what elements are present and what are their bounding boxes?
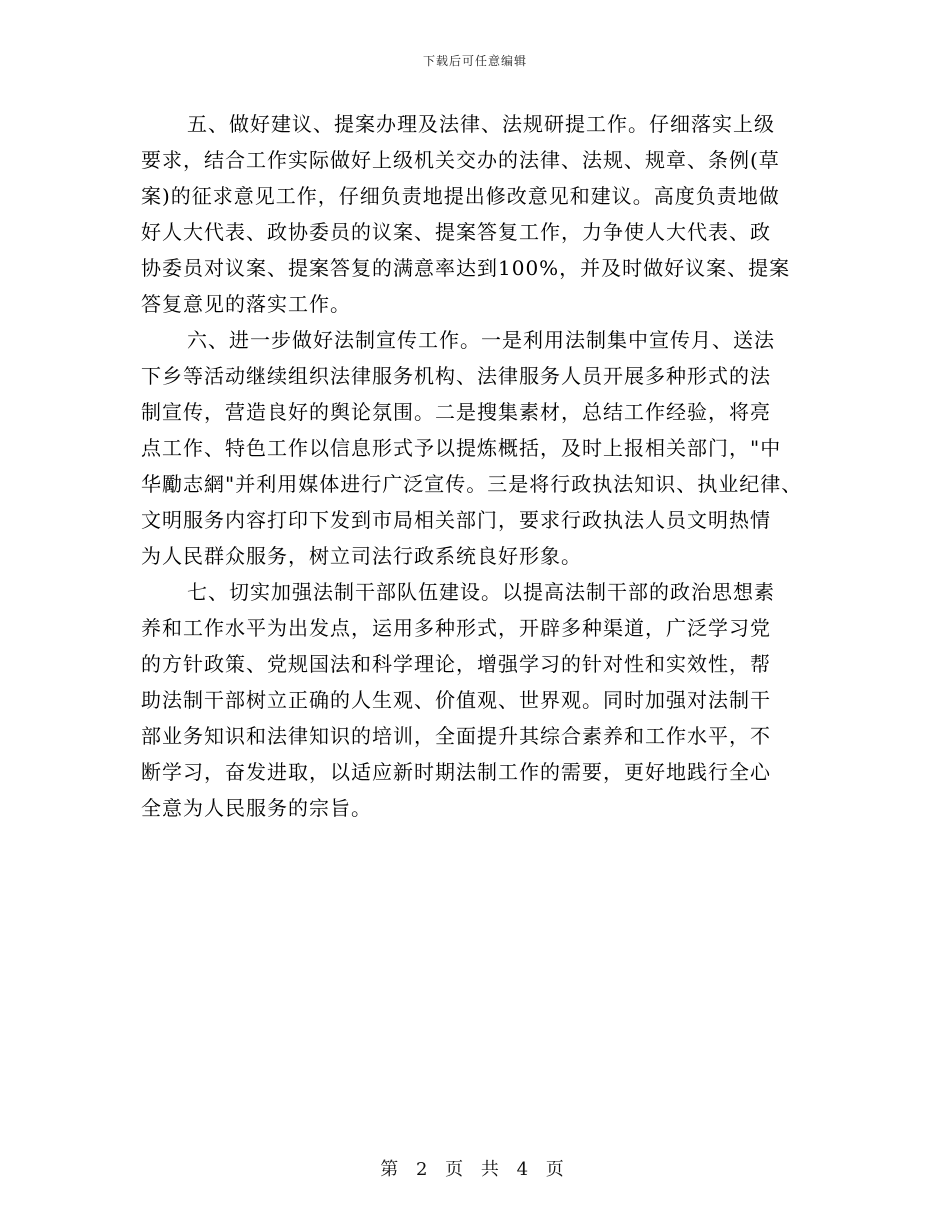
paragraph-line: 华勵志網"并利用媒体进行广泛宣传。三是将行政执法知识、执业纪律、: [141, 472, 803, 496]
paragraph-line: 点工作、特色工作以信息形式予以提炼概括，及时上报相关部门，"中: [141, 436, 782, 460]
paragraph-line: 断学习，奋发进取，以适应新时期法制工作的需要，更好地践行全心: [141, 760, 771, 784]
paragraph-line: 案)的征求意见工作，仔细负责地提出修改意见和建议。高度负责地做: [141, 184, 780, 208]
paragraph-line: 养和工作水平为出发点，运用多种形式，开辟多种渠道，广泛学习党: [141, 616, 771, 640]
paragraph-seven: [141, 574, 805, 826]
paragraph-line: 部业务知识和法律知识的培训，全面提升其综合素养和工作水平，不: [141, 724, 771, 748]
header-note: 下载后可任意编辑: [422, 54, 527, 68]
paragraph-line: 六、进一步做好法制宣传工作。一是利用法制集中宣传月、送法: [187, 328, 775, 352]
paragraph-line: 为人民群众服务，树立司法行政系统良好形象。: [141, 544, 582, 568]
paragraph-line: 的方针政策、党规国法和科学理论，增强学习的针对性和实效性，帮: [141, 652, 771, 676]
paragraph-six: [141, 322, 805, 574]
paragraph-line: 下乡等活动继续组织法律服务机构、法律服务人员开展多种形式的法: [141, 364, 771, 388]
paragraph-five: [141, 106, 805, 322]
paragraph-line: 七、切实加强法制干部队伍建设。以提高法制干部的政治思想素: [187, 580, 775, 604]
document-body: [141, 106, 805, 826]
paragraph-line: 全意为人民服务的宗旨。: [141, 796, 372, 820]
paragraph-line: 助法制干部树立正确的人生观、价值观、世界观。同时加强对法制干: [141, 688, 771, 712]
paragraph-line: 文明服务内容打印下发到市局相关部门，要求行政执法人员文明热情: [141, 508, 771, 532]
page-number-footer: 第 2 页 共 4 页: [380, 1159, 570, 1180]
paragraph-line: 答复意见的落实工作。: [141, 292, 351, 316]
paragraph-line: 好人大代表、政协委员的议案、提案答复工作，力争使人大代表、政: [141, 220, 771, 244]
paragraph-line: 五、做好建议、提案办理及法律、法规研提工作。仔细落实上级: [187, 112, 775, 136]
paragraph-line: 要求，结合工作实际做好上级机关交办的法律、法规、规章、条例(草: [141, 148, 780, 172]
paragraph-line: 制宣传，营造良好的舆论氛围。二是搜集素材，总结工作经验，将亮: [141, 400, 771, 424]
paragraph-line: 协委员对议案、提案答复的满意率达到100%，并及时做好议案、提案: [141, 256, 791, 280]
